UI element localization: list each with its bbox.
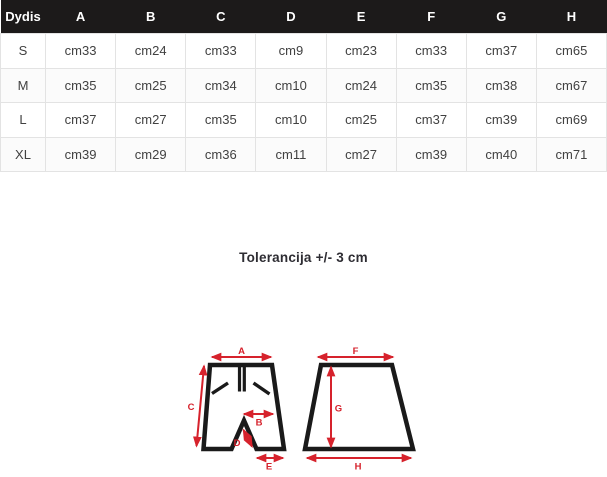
header-g: G bbox=[466, 0, 536, 34]
cell-value: cm35 bbox=[396, 68, 466, 103]
cell-value: cm24 bbox=[326, 68, 396, 103]
measure-label-e: E bbox=[265, 461, 273, 473]
cell-value: cm71 bbox=[536, 137, 606, 172]
measure-label-f: F bbox=[352, 346, 359, 357]
cell-value: cm29 bbox=[116, 137, 186, 172]
table-row-l bbox=[1, 103, 607, 138]
measure-label-d: D bbox=[233, 438, 241, 449]
measure-label-g: G bbox=[334, 403, 343, 415]
header-f: F bbox=[396, 0, 466, 34]
table-row-xl bbox=[1, 137, 607, 172]
tolerance-note: Tolerancija +/- 3 cm bbox=[239, 250, 368, 265]
size-table-header-row bbox=[1, 0, 607, 34]
size-label: M bbox=[1, 68, 46, 103]
measure-label-a: A bbox=[238, 346, 245, 357]
cell-value: cm27 bbox=[326, 137, 396, 172]
cell-value: cm35 bbox=[46, 68, 116, 103]
size-label: XL bbox=[1, 137, 46, 172]
cell-value: cm37 bbox=[466, 34, 536, 69]
table-row-m bbox=[1, 68, 607, 103]
measure-arrows bbox=[197, 357, 412, 458]
cell-value: cm36 bbox=[186, 137, 256, 172]
table-row-s bbox=[1, 34, 607, 69]
pocket-line-right bbox=[254, 383, 270, 394]
cell-value: cm40 bbox=[466, 137, 536, 172]
panel-outline bbox=[305, 365, 413, 449]
header-h: H bbox=[536, 0, 606, 34]
cell-value: cm33 bbox=[186, 34, 256, 69]
header-d: D bbox=[256, 0, 326, 34]
cell-value: cm24 bbox=[116, 34, 186, 69]
cell-value: cm27 bbox=[116, 103, 186, 138]
pocket-line-left bbox=[212, 383, 228, 394]
cell-value: cm69 bbox=[536, 103, 606, 138]
cell-value: cm39 bbox=[396, 137, 466, 172]
cell-value: cm25 bbox=[116, 68, 186, 103]
measure-label-c: C bbox=[187, 402, 195, 413]
cell-value: cm25 bbox=[326, 103, 396, 138]
cell-value: cm38 bbox=[466, 68, 536, 103]
cell-value: cm9 bbox=[256, 34, 326, 69]
cell-value: cm11 bbox=[256, 137, 326, 172]
cell-value: cm65 bbox=[536, 34, 606, 69]
cell-value: cm67 bbox=[536, 68, 606, 103]
header-c: C bbox=[186, 0, 256, 34]
cell-value: cm10 bbox=[256, 68, 326, 103]
cell-value: cm33 bbox=[46, 34, 116, 69]
cell-value: cm10 bbox=[256, 103, 326, 138]
cell-value: cm23 bbox=[326, 34, 396, 69]
shorts-outline bbox=[204, 365, 285, 449]
cell-value: cm34 bbox=[186, 68, 256, 103]
cell-value: cm33 bbox=[396, 34, 466, 69]
header-a: A bbox=[46, 0, 116, 34]
cell-value: cm37 bbox=[46, 103, 116, 138]
header-e: E bbox=[326, 0, 396, 34]
cell-value: cm37 bbox=[396, 103, 466, 138]
cell-value: cm39 bbox=[466, 103, 536, 138]
cell-value: cm35 bbox=[186, 103, 256, 138]
measure-label-b: B bbox=[255, 417, 263, 429]
size-label: L bbox=[1, 103, 46, 138]
cell-value: cm39 bbox=[46, 137, 116, 172]
size-table bbox=[0, 0, 607, 172]
header-dydis: Dydis bbox=[1, 0, 46, 34]
measure-label-h: H bbox=[354, 461, 362, 473]
measurement-diagram bbox=[186, 338, 421, 477]
header-b: B bbox=[116, 0, 186, 34]
size-label: S bbox=[1, 34, 46, 69]
